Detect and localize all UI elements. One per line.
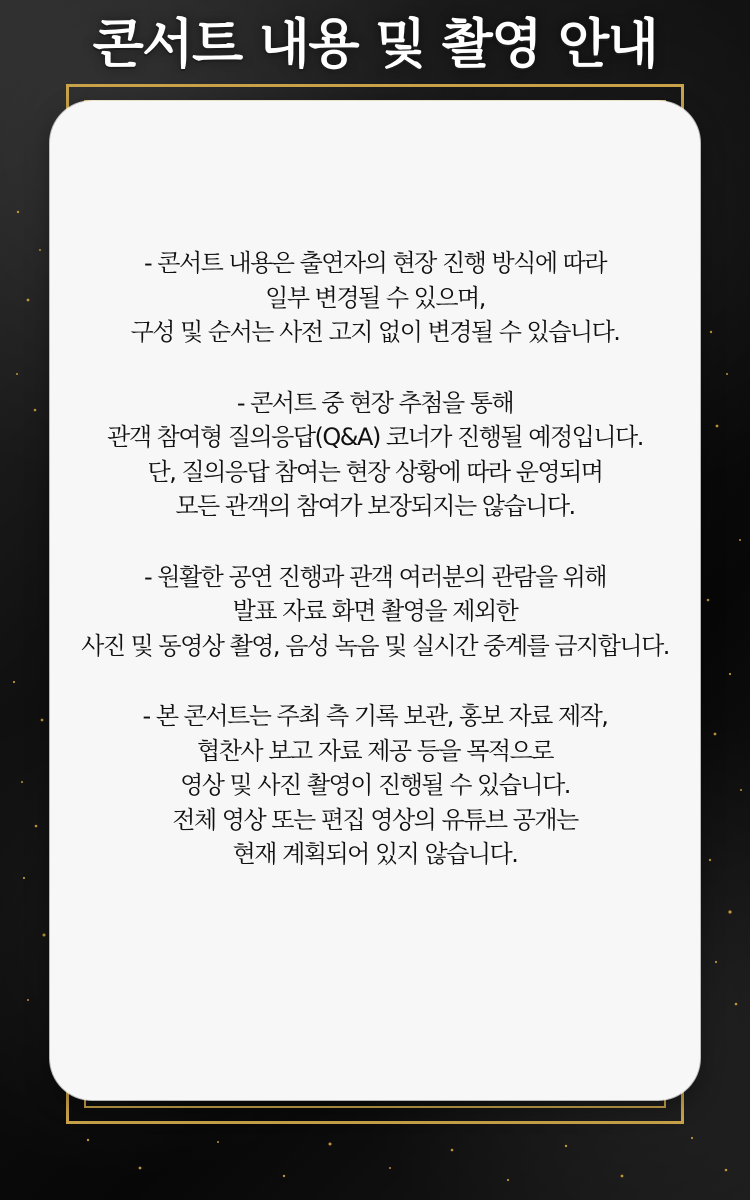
notice-line: 사진 및 동영상 촬영, 음성 녹음 및 실시간 중계를 금지합니다. (81, 631, 669, 660)
notice-line: 영상 및 사진 촬영이 진행될 수 있습니다. (180, 771, 570, 799)
notice-line: 발표 자료 화면 촬영을 제외한 (232, 597, 518, 625)
notice-line: 협찬사 보고 자료 제공 등을 목적으로 (197, 736, 553, 765)
notice-list (50, 246, 700, 908)
notice-line: - 콘서트 중 현장 추첨을 통해 (236, 388, 514, 417)
notice-section-qna (50, 386, 700, 524)
notice-section-official-recording (50, 699, 700, 872)
notice-line: - 원활한 공연 진행과 관객 여러분의 관람을 위해 (143, 562, 607, 591)
notice-line: - 콘서트 내용은 출연자의 현장 진행 방식에 따라 (143, 249, 607, 277)
notice-section-content-change (50, 246, 700, 350)
notice-line: 일부 변경될 수 있으며, (265, 283, 485, 312)
notice-line: 관객 참여형 질의응답(Q&A) 코너가 진행될 예정입니다. (107, 423, 643, 451)
notice-line: 단, 질의응답 참여는 현장 상황에 따라 운영되며 (147, 457, 603, 486)
notice-line: 현재 계획되어 있지 않습니다. (232, 840, 518, 868)
notice-line: 구성 및 순서는 사전 고지 없이 변경될 수 있습니다. (130, 318, 620, 346)
notice-line: 전체 영상 또는 편집 영상의 유튜브 공개는 (172, 805, 578, 834)
notice-card (50, 101, 700, 1100)
notice-line: 모든 관객의 참여가 보장되지는 않습니다. (175, 492, 575, 520)
page-header (0, 8, 750, 82)
notice-section-recording-ban (50, 560, 700, 664)
page-title: 콘서트 내용 및 촬영 안내 (92, 14, 658, 75)
notice-line: - 본 콘서트는 주최 측 기록 보관, 홍보 자료 제작, (142, 702, 608, 730)
